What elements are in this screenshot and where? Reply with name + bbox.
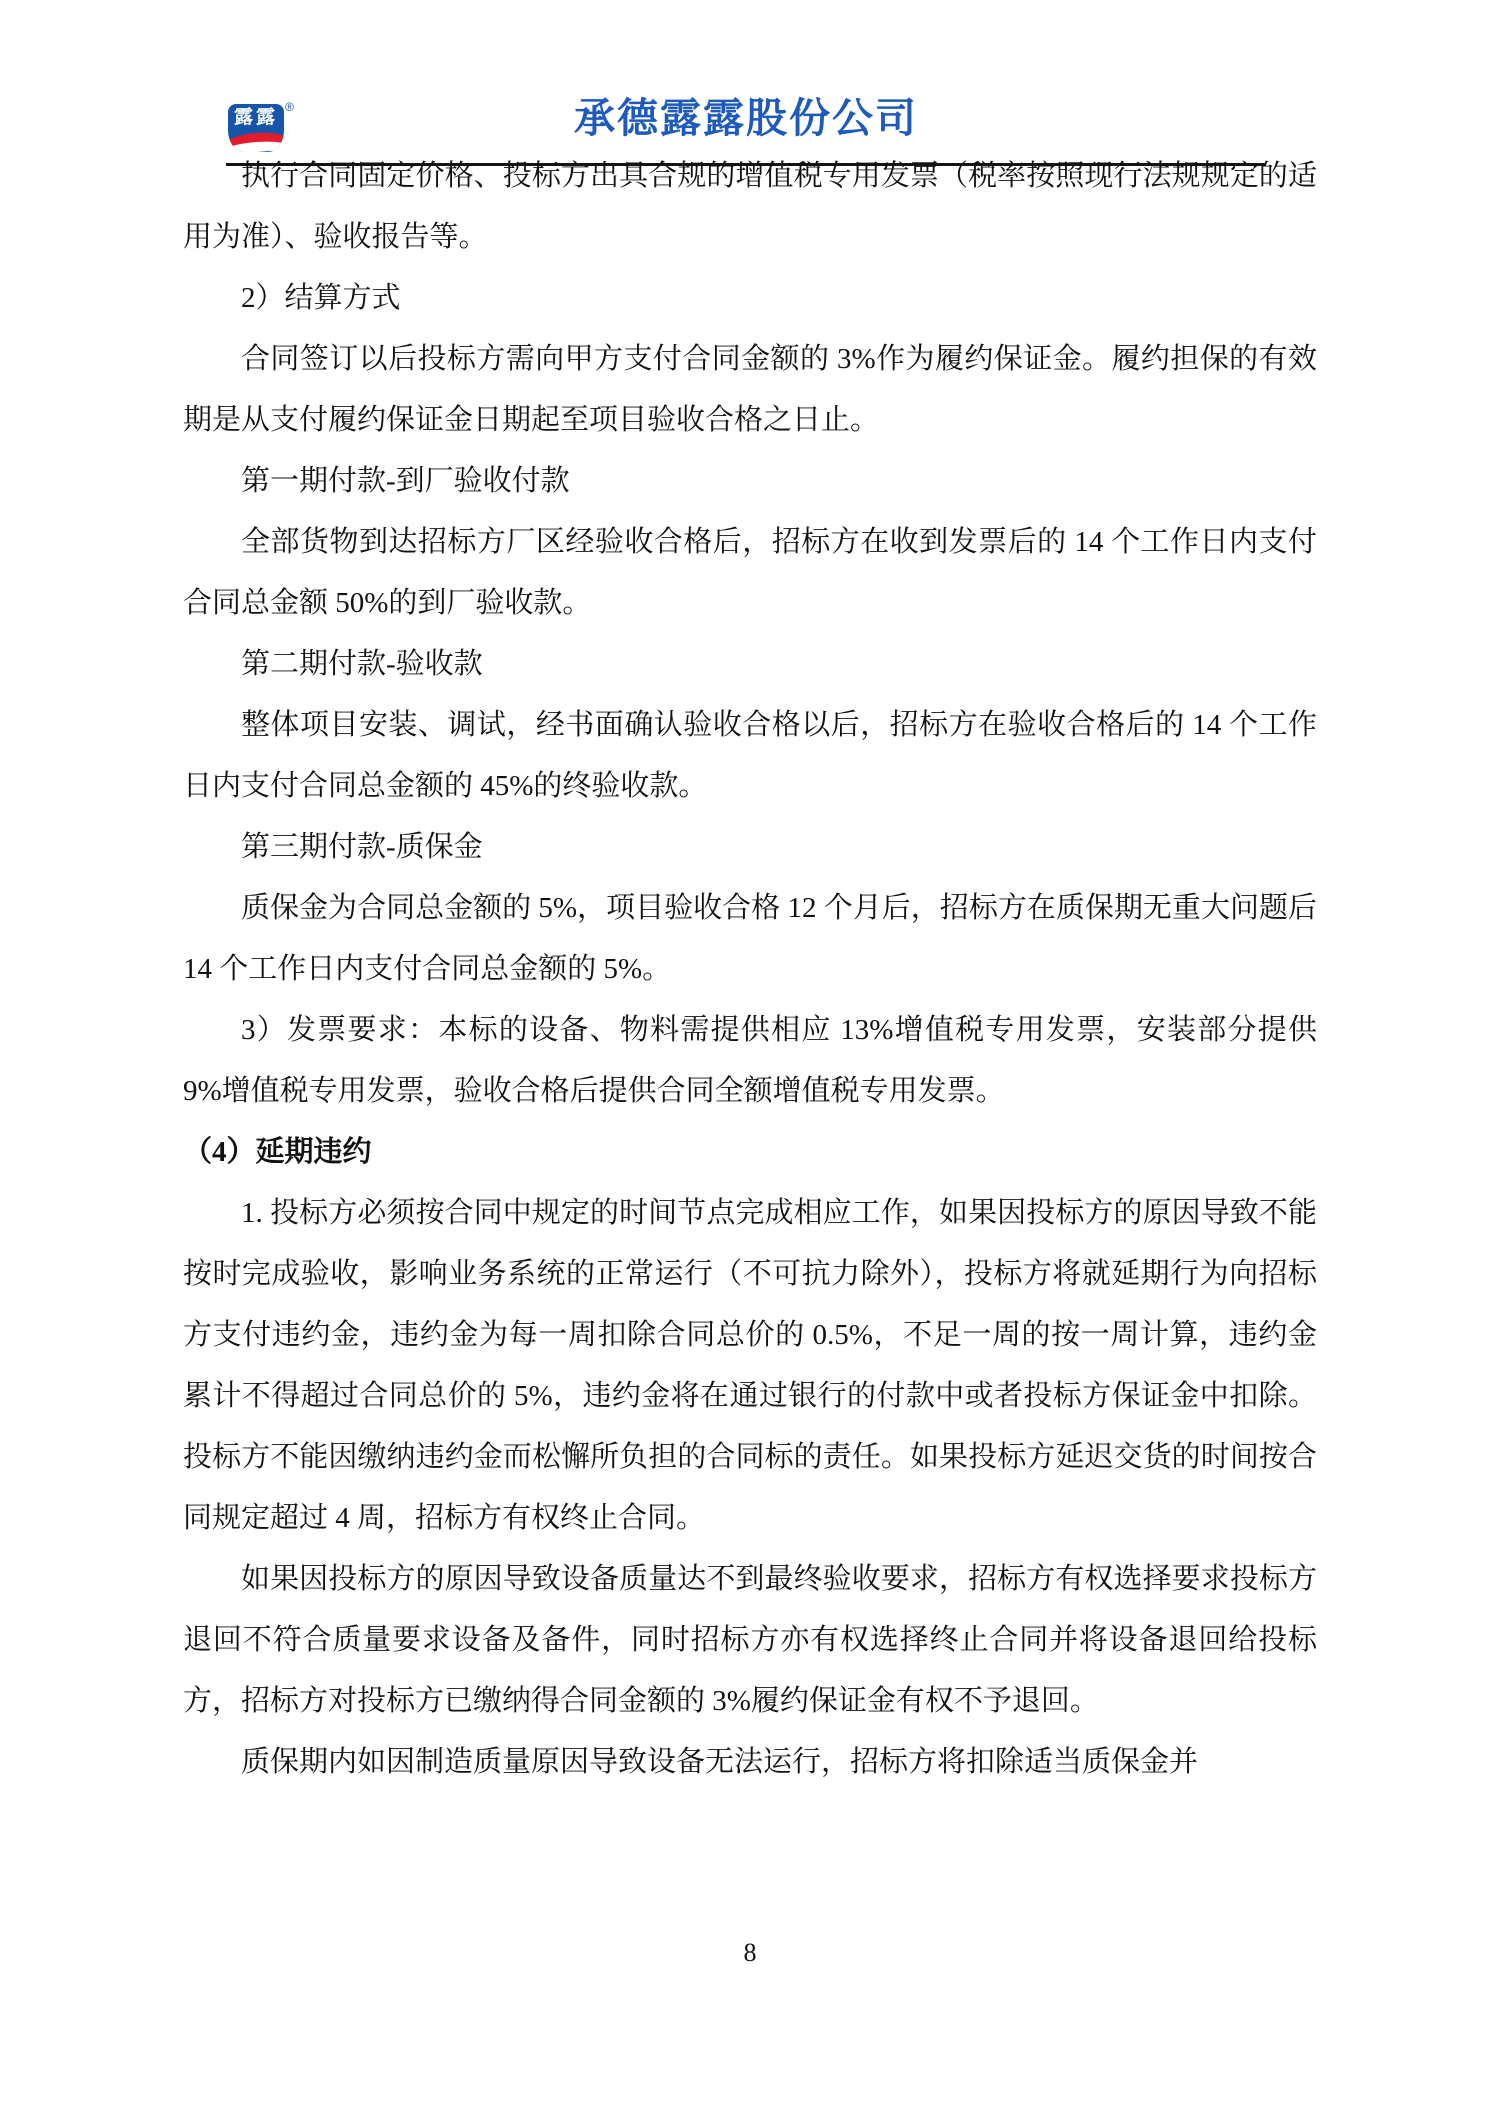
paragraph-payment2-detail: 整体项目安装、调试，经书面确认验收合格以后，招标方在验收合格后的 14 个工作日内支付合同总金额的 45%的终验收款。: [183, 709, 1317, 802]
paragraph-payment2-heading: 第二期付款-验收款: [241, 648, 483, 680]
document-body: [183, 146, 1317, 1793]
paragraph-quality-failure: 如果因投标方的原因导致设备质量达不到最终验收要求，招标方有权选择要求投标方退回不符合质量要求设备及备件，同时招标方亦有权选择终止合同并将设备退回给投标方，招标方对投标方已缴纳得合同金额的 3%履约保证金有权不予退回。: [183, 1563, 1317, 1717]
paragraph-invoice-requirements: 3）发票要求：本标的设备、物料需提供相应 13%增值税专用发票，安装部分提供 9%增值税专用发票，验收合格后提供合同全额增值税专用发票。: [183, 1014, 1317, 1107]
paragraph-delay-penalty: 1. 投标方必须按合同中规定的时间节点完成相应工作，如果因投标方的原因导致不能按时完成验收，影响业务系统的正常运行（不可抗力除外），投标方将就延期行为向招标方支付违约金，违约金为每一周扣除合同总价的 0.5%，不足一周的按一周计算，违约金累计不得超过合同总价的 5%，违约金将在通过银行的付款中或者投标方保证金中扣除。投标方不能因缴纳违约金而松懈所负担的合同标的责任。如果投标方延迟交货的时间按合同规定超过 4 周，招标方有权终止合同。: [183, 1197, 1317, 1534]
paragraph-settlement-heading: 2）结算方式: [241, 282, 401, 314]
paragraph-payment1-detail: 全部货物到达招标方厂区经验收合格后，招标方在收到发票后的 14 个工作日内支付合同总金额 50%的到厂验收款。: [183, 526, 1317, 619]
paragraph-payment3-detail: 质保金为合同总金额的 5%，项目验收合格 12 个月后，招标方在质保期无重大问题后 14 个工作日内支付合同总金额的 5%。: [183, 892, 1317, 985]
section-heading-delay-breach: （4）延期违约: [183, 1136, 372, 1168]
paragraph-warranty-clause: 质保期内如因制造质量原因导致设备无法运行，招标方将扣除适当质保金并: [241, 1746, 1199, 1778]
paragraph-performance-bond: 合同签订以后投标方需向甲方支付合同金额的 3%作为履约保证金。履约担保的有效期是从支付履约保证金日期起至项目验收合格之日止。: [183, 343, 1317, 436]
lulu-logo-text: 露露: [233, 107, 278, 128]
page-number: 8: [743, 1938, 757, 1967]
company-name-title: 承德露露股份公司: [574, 95, 918, 141]
paragraph-payment1-heading: 第一期付款-到厂验收付款: [241, 465, 570, 497]
paragraph-payment3-heading: 第三期付款-质保金: [241, 831, 483, 863]
registered-trademark-icon: ®: [285, 100, 294, 114]
paragraph-invoice-terms: 执行合同固定价格、投标方出具合规的增值税专用发票（税率按照现行法规规定的适用为准）、验收报告等。: [183, 160, 1317, 253]
